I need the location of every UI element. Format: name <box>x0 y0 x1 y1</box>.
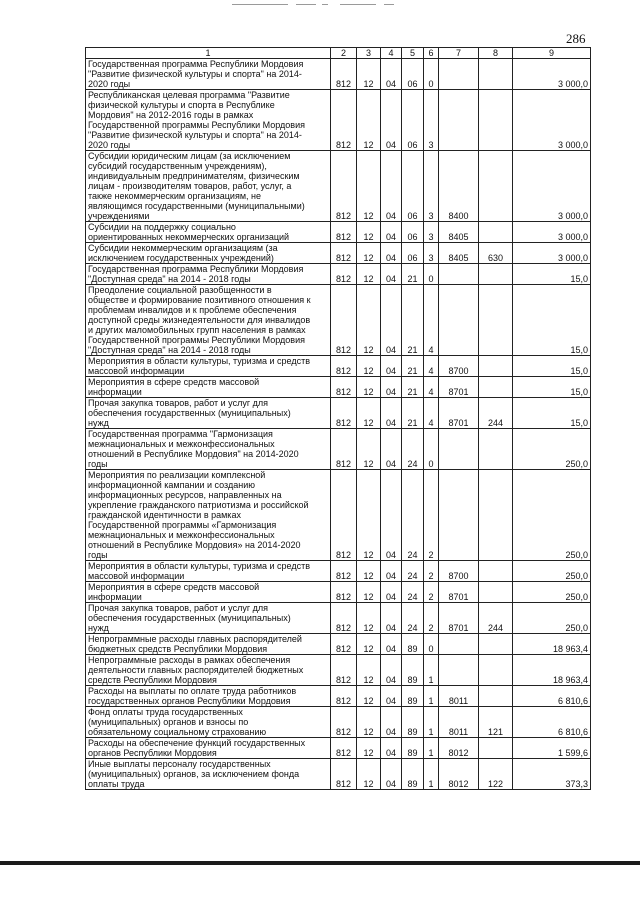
row-name: Мероприятия в области культуры, туризма и средств массовой информации <box>86 561 331 582</box>
cell-gr-code: 812 <box>331 59 357 90</box>
column-header-3: 3 <box>357 48 381 59</box>
cell-section: 12 <box>357 356 381 377</box>
column-header-5: 5 <box>402 48 424 59</box>
cell-expense-type: 122 <box>479 759 513 790</box>
cell-gr-code: 812 <box>331 759 357 790</box>
cell-target-item: 8400 <box>439 151 479 222</box>
cell-amount: 250,0 <box>513 561 591 582</box>
table-row <box>86 470 591 561</box>
cell-target-item: 8405 <box>439 222 479 243</box>
cell-subsection: 04 <box>381 470 402 561</box>
cell-expense-type <box>479 582 513 603</box>
cell-section: 12 <box>357 151 381 222</box>
row-name: Непрограммные расходы в рамках обеспечения деятельности главных распорядителей бюджетных средств Республики Мордовия <box>86 655 331 686</box>
table-row <box>86 582 591 603</box>
cell-subsection: 04 <box>381 243 402 264</box>
cell-program: 89 <box>402 707 424 738</box>
cell-gr-code: 812 <box>331 398 357 429</box>
cell-amount: 6 810,6 <box>513 686 591 707</box>
table-row <box>86 759 591 790</box>
cell-program: 21 <box>402 285 424 356</box>
cell-expense-type <box>479 90 513 151</box>
cell-amount: 373,3 <box>513 759 591 790</box>
cell-gr-code: 812 <box>331 90 357 151</box>
cell-amount: 3 000,0 <box>513 222 591 243</box>
cell-subsection: 04 <box>381 151 402 222</box>
cell-gr-code: 812 <box>331 470 357 561</box>
cell-target-item: 8701 <box>439 582 479 603</box>
cell-amount: 3 000,0 <box>513 59 591 90</box>
cell-target-item: 8700 <box>439 561 479 582</box>
table-row <box>86 707 591 738</box>
column-header-7: 7 <box>439 48 479 59</box>
cell-expense-type: 630 <box>479 243 513 264</box>
cell-amount: 18 963,4 <box>513 655 591 686</box>
row-name: Государственная программа "Гармонизация межнациональных и межконфессиональных отношений в Республике Мордовия" на 2014-2020 годы <box>86 429 331 470</box>
cell-gr-code: 812 <box>331 686 357 707</box>
row-name: Субсидии юридическим лицам (за исключением субсидий государственным учреждениям), индивидуальным предпринимателям, физическим лицам - производителям товаров, работ, услуг, а также некоммерческим организациям, не являющимся государственными (муниципальными) учреждениями <box>86 151 331 222</box>
cell-program: 24 <box>402 603 424 634</box>
cell-amount: 15,0 <box>513 377 591 398</box>
cell-gr-code: 812 <box>331 634 357 655</box>
cell-target-item: 8405 <box>439 243 479 264</box>
cell-section: 12 <box>357 686 381 707</box>
cell-target-item <box>439 285 479 356</box>
cell-section: 12 <box>357 59 381 90</box>
cell-amount: 15,0 <box>513 398 591 429</box>
cell-subprogram: 3 <box>424 151 439 222</box>
cell-program: 24 <box>402 429 424 470</box>
cell-subsection: 04 <box>381 738 402 759</box>
cell-subprogram: 1 <box>424 759 439 790</box>
table-row <box>86 655 591 686</box>
cell-subsection: 04 <box>381 90 402 151</box>
cell-subsection: 04 <box>381 707 402 738</box>
cell-expense-type <box>479 356 513 377</box>
cell-program: 24 <box>402 561 424 582</box>
row-name: Иные выплаты персоналу государственных (муниципальных) органов, за исключением фонда оплаты труда <box>86 759 331 790</box>
cell-subprogram: 1 <box>424 686 439 707</box>
cell-program: 21 <box>402 398 424 429</box>
cell-target-item: 8701 <box>439 398 479 429</box>
cell-section: 12 <box>357 561 381 582</box>
cell-section: 12 <box>357 738 381 759</box>
cell-gr-code: 812 <box>331 655 357 686</box>
cell-gr-code: 812 <box>331 243 357 264</box>
cell-expense-type <box>479 470 513 561</box>
cell-amount: 15,0 <box>513 285 591 356</box>
cell-gr-code: 812 <box>331 603 357 634</box>
cell-program: 06 <box>402 59 424 90</box>
cell-subprogram: 3 <box>424 90 439 151</box>
cell-target-item <box>439 634 479 655</box>
row-name: Прочая закупка товаров, работ и услуг для обеспечения государственных (муниципальных) нужд <box>86 603 331 634</box>
cell-amount: 3 000,0 <box>513 243 591 264</box>
cell-expense-type: 121 <box>479 707 513 738</box>
bottom-border-bar <box>0 861 640 865</box>
cell-target-item: 8700 <box>439 356 479 377</box>
scan-top-marks <box>0 2 640 8</box>
table-row <box>86 377 591 398</box>
cell-section: 12 <box>357 90 381 151</box>
cell-subprogram: 0 <box>424 264 439 285</box>
cell-gr-code: 812 <box>331 738 357 759</box>
cell-expense-type <box>479 686 513 707</box>
cell-program: 06 <box>402 151 424 222</box>
cell-amount: 3 000,0 <box>513 90 591 151</box>
row-name: Расходы на выплаты по оплате труда работников государственных органов Республики Мордовия <box>86 686 331 707</box>
cell-section: 12 <box>357 707 381 738</box>
column-header-1: 1 <box>86 48 331 59</box>
cell-gr-code: 812 <box>331 285 357 356</box>
cell-section: 12 <box>357 470 381 561</box>
cell-target-item <box>439 429 479 470</box>
cell-expense-type <box>479 655 513 686</box>
row-name: Государственная программа Республики Мордовия "Развитие физической культуры и спорта" на 2014- 2020 годы <box>86 59 331 90</box>
cell-program: 24 <box>402 470 424 561</box>
page-number: 286 <box>566 31 586 46</box>
cell-gr-code: 812 <box>331 429 357 470</box>
cell-program: 21 <box>402 264 424 285</box>
cell-amount: 250,0 <box>513 470 591 561</box>
cell-program: 06 <box>402 243 424 264</box>
cell-gr-code: 812 <box>331 561 357 582</box>
table-row <box>86 398 591 429</box>
cell-expense-type <box>479 151 513 222</box>
table-row <box>86 603 591 634</box>
cell-section: 12 <box>357 429 381 470</box>
cell-amount: 18 963,4 <box>513 634 591 655</box>
table-row <box>86 686 591 707</box>
row-name: Непрограммные расходы главных распорядителей бюджетных средств Республики Мордовия <box>86 634 331 655</box>
cell-target-item: 8701 <box>439 603 479 634</box>
cell-subsection: 04 <box>381 759 402 790</box>
cell-program: 21 <box>402 356 424 377</box>
cell-program: 89 <box>402 738 424 759</box>
cell-expense-type <box>479 59 513 90</box>
table-row <box>86 264 591 285</box>
cell-expense-type <box>479 561 513 582</box>
cell-program: 24 <box>402 582 424 603</box>
cell-expense-type <box>479 222 513 243</box>
row-name: Мероприятия в области культуры, туризма и средств массовой информации <box>86 356 331 377</box>
cell-subsection: 04 <box>381 377 402 398</box>
cell-subsection: 04 <box>381 59 402 90</box>
cell-expense-type <box>479 377 513 398</box>
cell-subprogram: 1 <box>424 707 439 738</box>
cell-target-item: 8012 <box>439 738 479 759</box>
cell-gr-code: 812 <box>331 582 357 603</box>
cell-subsection: 04 <box>381 561 402 582</box>
cell-target-item <box>439 470 479 561</box>
cell-amount: 6 810,6 <box>513 707 591 738</box>
cell-target-item <box>439 90 479 151</box>
cell-subprogram: 2 <box>424 603 439 634</box>
cell-subsection: 04 <box>381 398 402 429</box>
cell-expense-type <box>479 429 513 470</box>
cell-program: 89 <box>402 634 424 655</box>
cell-expense-type: 244 <box>479 603 513 634</box>
cell-expense-type <box>479 634 513 655</box>
cell-gr-code: 812 <box>331 222 357 243</box>
cell-program: 89 <box>402 686 424 707</box>
cell-subprogram: 0 <box>424 429 439 470</box>
cell-subsection: 04 <box>381 582 402 603</box>
cell-subsection: 04 <box>381 429 402 470</box>
cell-program: 89 <box>402 759 424 790</box>
cell-subprogram: 1 <box>424 655 439 686</box>
column-header-8: 8 <box>479 48 513 59</box>
cell-section: 12 <box>357 634 381 655</box>
column-header-6: 6 <box>424 48 439 59</box>
cell-program: 89 <box>402 655 424 686</box>
cell-subsection: 04 <box>381 655 402 686</box>
cell-subsection: 04 <box>381 264 402 285</box>
cell-section: 12 <box>357 603 381 634</box>
cell-section: 12 <box>357 398 381 429</box>
cell-subprogram: 0 <box>424 634 439 655</box>
row-name: Мероприятия в сфере средств массовой информации <box>86 377 331 398</box>
table-row <box>86 222 591 243</box>
table-row <box>86 634 591 655</box>
cell-subprogram: 4 <box>424 377 439 398</box>
column-header-2: 2 <box>331 48 357 59</box>
cell-section: 12 <box>357 222 381 243</box>
table-row <box>86 561 591 582</box>
row-name: Субсидии на поддержку социально ориентированных некоммерческих организаций <box>86 222 331 243</box>
table-row <box>86 738 591 759</box>
cell-section: 12 <box>357 243 381 264</box>
cell-program: 21 <box>402 377 424 398</box>
cell-amount: 15,0 <box>513 356 591 377</box>
cell-expense-type <box>479 285 513 356</box>
cell-target-item <box>439 264 479 285</box>
cell-section: 12 <box>357 655 381 686</box>
cell-subsection: 04 <box>381 634 402 655</box>
cell-target-item: 8701 <box>439 377 479 398</box>
cell-gr-code: 812 <box>331 707 357 738</box>
cell-section: 12 <box>357 285 381 356</box>
cell-target-item: 8012 <box>439 759 479 790</box>
row-name: Государственная программа Республики Мордовия "Доступная среда" на 2014 - 2018 годы <box>86 264 331 285</box>
cell-subprogram: 4 <box>424 285 439 356</box>
cell-target-item: 8011 <box>439 707 479 738</box>
cell-subprogram: 1 <box>424 738 439 759</box>
column-header-4: 4 <box>381 48 402 59</box>
cell-expense-type: 244 <box>479 398 513 429</box>
row-name: Республиканская целевая программа "Развитие физической культуры и спорта в Республике Мордовия" на 2012-2016 годы в рамках Государственной программы Республики Мордовия "Развитие физической культуры и спорта" на 2014- 2020 годы <box>86 90 331 151</box>
cell-program: 06 <box>402 222 424 243</box>
table-row <box>86 90 591 151</box>
cell-section: 12 <box>357 377 381 398</box>
table-row <box>86 243 591 264</box>
cell-subsection: 04 <box>381 285 402 356</box>
header-row <box>86 48 591 59</box>
cell-gr-code: 812 <box>331 377 357 398</box>
cell-section: 12 <box>357 582 381 603</box>
cell-subprogram: 3 <box>424 222 439 243</box>
column-header-9: 9 <box>513 48 591 59</box>
cell-subprogram: 3 <box>424 243 439 264</box>
cell-gr-code: 812 <box>331 356 357 377</box>
cell-target-item <box>439 59 479 90</box>
cell-section: 12 <box>357 759 381 790</box>
cell-subprogram: 2 <box>424 561 439 582</box>
cell-amount: 250,0 <box>513 429 591 470</box>
cell-amount: 1 599,6 <box>513 738 591 759</box>
table-row <box>86 356 591 377</box>
cell-subsection: 04 <box>381 603 402 634</box>
table-row <box>86 285 591 356</box>
cell-section: 12 <box>357 264 381 285</box>
cell-expense-type <box>479 264 513 285</box>
cell-subsection: 04 <box>381 356 402 377</box>
cell-amount: 3 000,0 <box>513 151 591 222</box>
row-name: Расходы на обеспечение функций государственных органов Республики Мордовия <box>86 738 331 759</box>
budget-table <box>85 47 591 790</box>
cell-amount: 15,0 <box>513 264 591 285</box>
cell-subprogram: 2 <box>424 470 439 561</box>
table-row <box>86 151 591 222</box>
cell-expense-type <box>479 738 513 759</box>
row-name: Мероприятия по реализации комплексной информационной кампании и созданию информационных ресурсов, направленных на укрепление гражданского патриотизма и российской гражданской идентичности в рамках Государственной программы «Гармонизация межнациональных и межконфессиональных отношений в Республике Мордовия» на 2014-2020 годы <box>86 470 331 561</box>
row-name: Мероприятия в сфере средств массовой информации <box>86 582 331 603</box>
cell-target-item: 8011 <box>439 686 479 707</box>
row-name: Прочая закупка товаров, работ и услуг для обеспечения государственных (муниципальных) нужд <box>86 398 331 429</box>
cell-subsection: 04 <box>381 686 402 707</box>
cell-subprogram: 4 <box>424 356 439 377</box>
cell-subprogram: 0 <box>424 59 439 90</box>
cell-amount: 250,0 <box>513 582 591 603</box>
row-name: Преодоление социальной разобщенности в обществе и формирование позитивного отношения к проблемам инвалидов и к проблеме обеспечения доступной среды жизнедеятельности для инвалидов и других маломобильных групп населения в рамках Государственной программы Республики Мордовия "Доступная среда" на 2014 - 2018 годы <box>86 285 331 356</box>
row-name: Субсидии некоммерческим организациям (за исключением государственных учреждений) <box>86 243 331 264</box>
cell-subsection: 04 <box>381 222 402 243</box>
cell-target-item <box>439 655 479 686</box>
cell-gr-code: 812 <box>331 151 357 222</box>
cell-amount: 250,0 <box>513 603 591 634</box>
table-row <box>86 59 591 90</box>
table-row <box>86 429 591 470</box>
cell-gr-code: 812 <box>331 264 357 285</box>
cell-subprogram: 4 <box>424 398 439 429</box>
cell-subprogram: 2 <box>424 582 439 603</box>
cell-program: 06 <box>402 90 424 151</box>
row-name: Фонд оплаты труда государственных (муниципальных) органов и взносы по обязательному социальному страхованию <box>86 707 331 738</box>
